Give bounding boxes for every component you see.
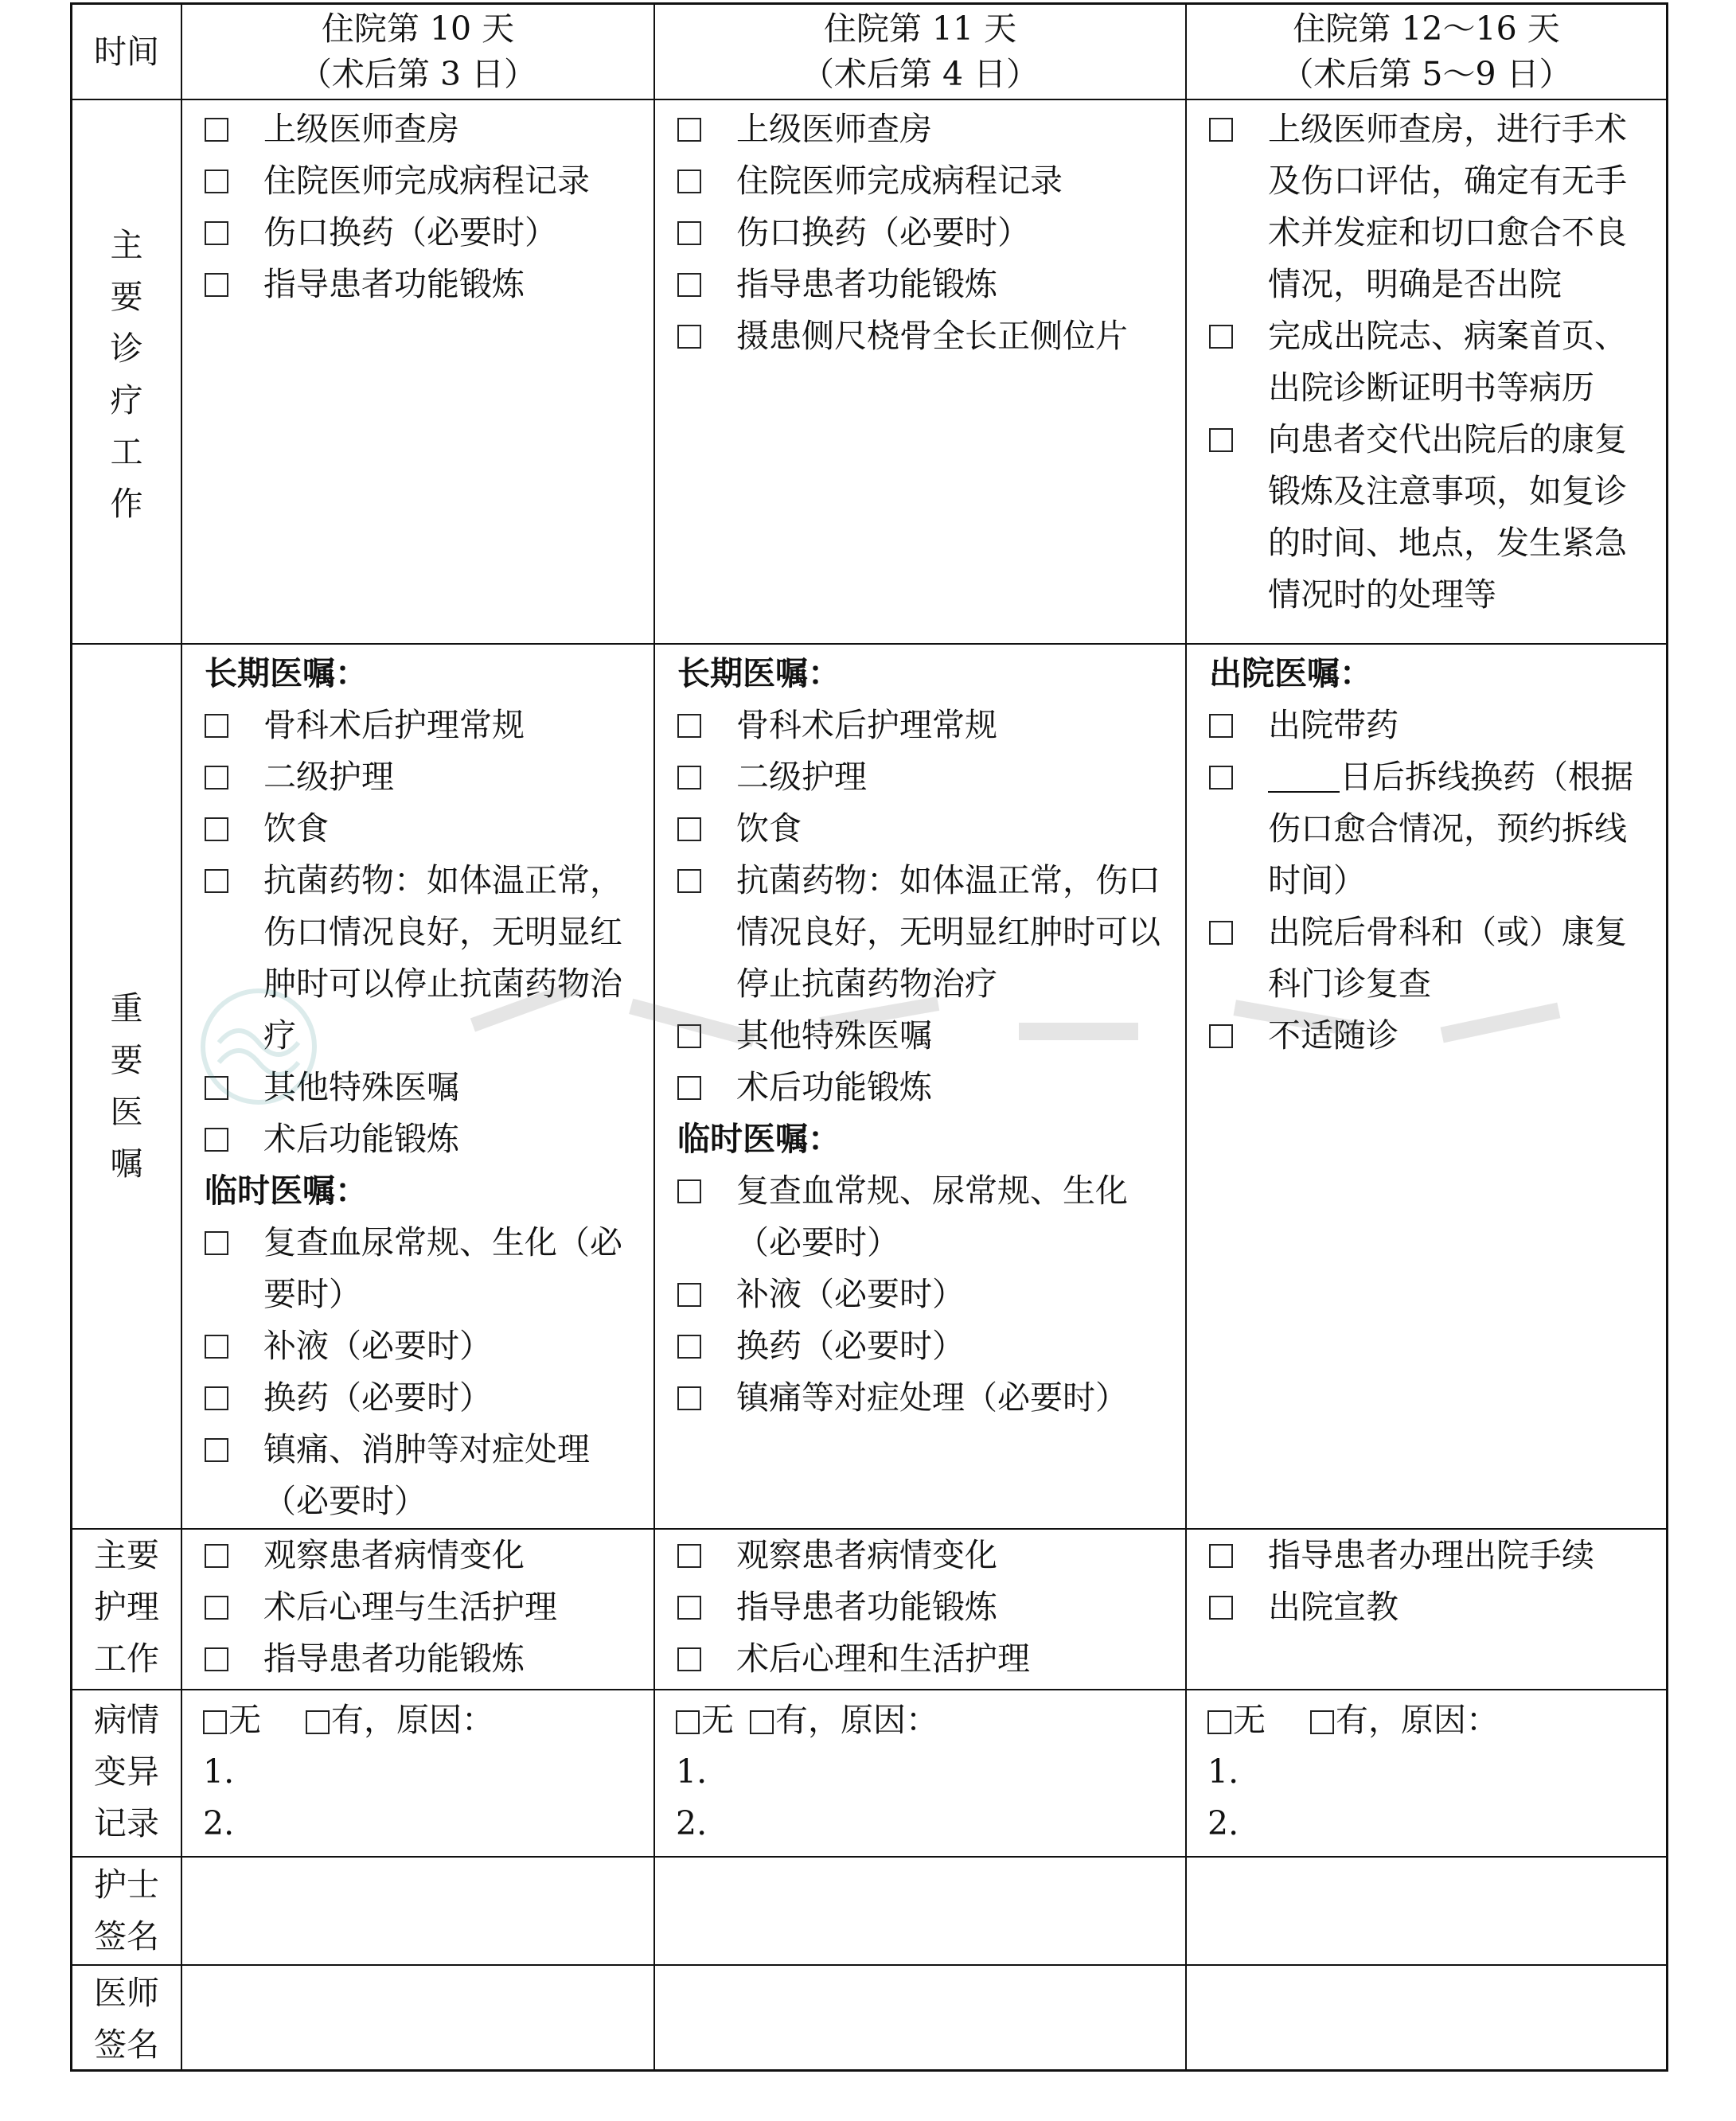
checklist-item[interactable] <box>205 1633 641 1685</box>
item-text: 镇痛等对症处理（必要时） <box>736 1378 1128 1417</box>
checklist-item[interactable] <box>677 1165 1172 1269</box>
long-term-orders-title: 长期医嘱： <box>205 654 368 692</box>
checklist-item[interactable] <box>677 259 1172 310</box>
temporary-orders-title: 临时医嘱： <box>205 1172 368 1210</box>
variation-col3 <box>1187 1690 1666 1858</box>
item-text: 出院宣教 <box>1268 1588 1399 1626</box>
checklist-item[interactable] <box>205 1424 641 1527</box>
item-text: 上级医师查房 <box>736 110 932 148</box>
label-char: 主 <box>110 226 143 264</box>
label-char: 医 <box>110 1093 143 1131</box>
header-col1-line2: （术后第 3 日） <box>298 55 537 93</box>
row-label-orders <box>72 645 182 1530</box>
reason-line-2[interactable]: 2. <box>1207 1804 1239 1842</box>
item-text: 复查血常规、尿常规、生化（必要时） <box>736 1172 1128 1261</box>
item-text: 其他特殊医嘱 <box>736 1016 932 1055</box>
item-text: 复查血尿常规、生化（必要时） <box>263 1223 622 1313</box>
checkbox[interactable] <box>1209 310 1268 362</box>
option-has-label: 有，原因： <box>1336 1701 1499 1739</box>
option-has-label: 有，原因： <box>331 1701 494 1739</box>
checkbox[interactable] <box>1209 103 1268 155</box>
long-term-orders-title: 长期医嘱： <box>677 654 841 692</box>
checkbox[interactable] <box>677 700 736 751</box>
label-line: 护士 <box>94 1866 159 1904</box>
row-label-nurse-sign <box>72 1858 182 1966</box>
checkbox[interactable] <box>677 1165 736 1217</box>
checklist-item[interactable] <box>1209 1010 1653 1062</box>
label-line: 签名 <box>94 2025 159 2064</box>
checklist-item[interactable] <box>205 1581 641 1633</box>
item-text: 补液（必要时） <box>736 1275 965 1313</box>
checklist-item[interactable] <box>205 259 641 310</box>
checklist-item[interactable] <box>677 1269 1172 1320</box>
checkbox[interactable] <box>677 1372 736 1424</box>
item-text: 骨科术后护理常规 <box>263 706 525 744</box>
item-text: 伤口换药（必要时） <box>263 213 557 251</box>
item-text: 换药（必要时） <box>263 1378 492 1417</box>
checkbox[interactable] <box>677 751 736 803</box>
label-char: 作 <box>110 485 143 523</box>
checkbox[interactable] <box>205 1424 263 1476</box>
label-char: 要 <box>110 278 143 316</box>
item-text: 二级护理 <box>263 758 394 796</box>
checklist-item[interactable] <box>1209 906 1653 1010</box>
checkbox[interactable] <box>677 310 736 362</box>
item-text: 镇痛、消肿等对症处理（必要时） <box>263 1430 590 1520</box>
reason-line-1[interactable]: 1. <box>676 1753 708 1791</box>
item-text: 指导患者功能锻炼 <box>736 1588 997 1626</box>
item-text: 住院医师完成病程记录 <box>736 162 1063 200</box>
item-text: 术后功能锻炼 <box>736 1068 932 1106</box>
item-text-suffix: 日后拆线换药（根据伤口愈合情况，预约拆线时间） <box>1268 758 1633 899</box>
variation-options <box>1207 1694 1653 1746</box>
label-char: 要 <box>110 1041 143 1079</box>
header-col1 <box>182 5 655 100</box>
item-text: 术后功能锻炼 <box>263 1120 459 1158</box>
checklist-item[interactable] <box>205 700 641 751</box>
header-col1-line1: 住院第 10 天 <box>321 10 515 48</box>
item-text: 完成出院志、病案首页、出院诊断证明书等病历 <box>1268 317 1627 407</box>
pathway-table <box>70 2 1668 2072</box>
reason-line-2[interactable]: 2. <box>676 1804 708 1842</box>
item-text <box>1268 751 1653 906</box>
checklist-item[interactable] <box>677 155 1172 207</box>
checklist-item[interactable] <box>205 155 641 207</box>
item-text: 出院后骨科和（或）康复科门诊复查 <box>1268 913 1627 1003</box>
checkbox[interactable] <box>205 1320 263 1372</box>
item-text: 上级医师查房，进行手术及伤口评估，确定有无手术并发症和切口愈合不良情况，明确是否出院 <box>1268 110 1627 303</box>
checklist-item[interactable] <box>677 1581 1172 1633</box>
label-line: 护理 <box>94 1588 159 1626</box>
item-text: 观察患者病情变化 <box>736 1536 997 1574</box>
checklist-item[interactable] <box>677 1320 1172 1372</box>
days-blank-field[interactable] <box>1268 759 1340 793</box>
checkbox-none[interactable] <box>676 1710 700 1734</box>
checkbox[interactable] <box>677 1633 736 1685</box>
checklist-item[interactable] <box>677 1372 1172 1424</box>
nurse-sign-col3[interactable] <box>1187 1858 1666 1966</box>
checkbox[interactable] <box>677 803 736 855</box>
reason-line-2[interactable]: 2. <box>203 1804 235 1842</box>
temporary-orders-title: 临时医嘱： <box>677 1120 841 1158</box>
nurse-sign-col2[interactable] <box>655 1858 1187 1966</box>
checkbox[interactable] <box>677 207 736 259</box>
checklist-item[interactable] <box>1209 751 1653 906</box>
option-none-label: 无 <box>1233 1701 1266 1739</box>
item-text: 上级医师查房 <box>263 110 459 148</box>
checkbox[interactable] <box>205 855 263 906</box>
header-col3-line1: 住院第 12～16 天 <box>1293 10 1560 48</box>
label-line: 记录 <box>94 1804 159 1842</box>
checkbox[interactable] <box>205 1581 263 1633</box>
checklist-item[interactable] <box>1209 1530 1653 1581</box>
checkbox[interactable] <box>1209 700 1268 751</box>
checkbox[interactable] <box>205 1633 263 1685</box>
item-text: 住院医师完成病程记录 <box>263 162 590 200</box>
doctor-sign-col1[interactable] <box>182 1966 655 2069</box>
variation-col1 <box>182 1690 655 1858</box>
label-char: 疗 <box>110 381 143 419</box>
checkbox-has[interactable] <box>750 1710 774 1734</box>
label-line: 主要 <box>94 1536 159 1574</box>
header-time-cell <box>72 5 182 100</box>
item-text: 骨科术后护理常规 <box>736 706 997 744</box>
checkbox[interactable] <box>205 103 263 155</box>
checkbox[interactable] <box>677 1062 736 1113</box>
reason-line-1[interactable]: 1. <box>203 1753 235 1791</box>
header-col2-line1: 住院第 11 天 <box>823 10 1017 48</box>
checklist-item[interactable] <box>205 1530 641 1581</box>
item-text: 指导患者功能锻炼 <box>736 265 997 303</box>
checkbox[interactable] <box>205 207 263 259</box>
label-line: 签名 <box>94 1917 159 1955</box>
label-char: 嘱 <box>110 1144 143 1183</box>
nursing-col1 <box>182 1530 655 1690</box>
checkbox-none[interactable] <box>203 1710 227 1734</box>
label-line: 医师 <box>94 1974 159 2012</box>
variation-options <box>676 1694 1172 1746</box>
checkbox[interactable] <box>677 1010 736 1062</box>
item-text: 饮食 <box>263 809 329 848</box>
item-text: 观察患者病情变化 <box>263 1536 525 1574</box>
checkbox[interactable] <box>1209 751 1268 803</box>
item-text: 不适随诊 <box>1268 1016 1399 1055</box>
variation-col2 <box>655 1690 1187 1858</box>
checkbox[interactable] <box>1209 1010 1268 1062</box>
checklist-item[interactable] <box>677 310 1172 362</box>
option-has-label: 有，原因： <box>775 1701 938 1739</box>
checkbox[interactable] <box>677 1269 736 1320</box>
header-col3-line2: （术后第 5～9 日） <box>1281 55 1572 93</box>
label-line: 变异 <box>94 1753 159 1791</box>
checklist-item[interactable] <box>1209 700 1653 751</box>
orders-col2 <box>655 645 1187 1530</box>
item-text: 其他特殊医嘱 <box>263 1068 459 1106</box>
checkbox[interactable] <box>205 259 263 310</box>
item-text: 指导患者功能锻炼 <box>263 265 525 303</box>
header-time-label: 时间 <box>94 33 159 71</box>
checkbox[interactable] <box>1209 414 1268 466</box>
item-text: 伤口换药（必要时） <box>736 213 1030 251</box>
orders-col1 <box>182 645 655 1530</box>
checklist-item[interactable] <box>677 751 1172 803</box>
checkbox[interactable] <box>205 155 263 207</box>
item-text: 摄患侧尺桡骨全长正侧位片 <box>736 317 1128 355</box>
item-text: 出院带药 <box>1268 706 1399 744</box>
checkbox[interactable] <box>205 1530 263 1581</box>
row-label-variation <box>72 1690 182 1858</box>
checkbox[interactable] <box>1209 1530 1268 1581</box>
checkbox[interactable] <box>677 155 736 207</box>
item-text: 指导患者功能锻炼 <box>263 1639 525 1678</box>
checklist-item[interactable] <box>205 1113 641 1165</box>
checklist-item[interactable] <box>205 1320 641 1372</box>
checkbox[interactable] <box>205 1217 263 1269</box>
checkbox[interactable] <box>677 259 736 310</box>
item-text: 术后心理与生活护理 <box>263 1588 557 1626</box>
checklist-item[interactable] <box>1209 310 1653 414</box>
diagnosis-col3 <box>1187 100 1666 645</box>
checkbox-has[interactable] <box>306 1710 330 1734</box>
checklist-item[interactable] <box>205 751 641 803</box>
checklist-item[interactable] <box>677 103 1172 155</box>
checkbox[interactable] <box>677 1581 736 1633</box>
row-label-diagnosis <box>72 100 182 645</box>
item-text: 补液（必要时） <box>263 1327 492 1365</box>
checkbox[interactable] <box>205 751 263 803</box>
row-label-nursing <box>72 1530 182 1690</box>
checkbox[interactable] <box>677 1530 736 1581</box>
label-char: 工 <box>110 433 143 471</box>
checkbox[interactable] <box>205 1062 263 1113</box>
doctor-sign-col2[interactable] <box>655 1966 1187 2069</box>
checkbox[interactable] <box>205 1372 263 1424</box>
label-char: 诊 <box>110 329 143 368</box>
checklist-item[interactable] <box>205 855 641 1062</box>
checkbox[interactable] <box>1209 1581 1268 1633</box>
option-none-label: 无 <box>228 1701 261 1739</box>
header-col2-line2: （术后第 4 日） <box>801 55 1040 93</box>
checkbox-has[interactable] <box>1310 1710 1334 1734</box>
item-text: 向患者交代出院后的康复锻炼及注意事项，如复诊的时间、地点，发生紧急情况时的处理等 <box>1268 420 1627 614</box>
item-text: 指导患者办理出院手续 <box>1268 1536 1594 1574</box>
diagnosis-col2 <box>655 100 1187 645</box>
checklist-item[interactable] <box>677 1010 1172 1062</box>
checkbox[interactable] <box>1209 906 1268 958</box>
checkbox[interactable] <box>677 1320 736 1372</box>
checklist-item[interactable] <box>677 803 1172 855</box>
item-text: 饮食 <box>736 809 802 848</box>
checklist-item[interactable] <box>1209 103 1653 310</box>
item-text: 换药（必要时） <box>736 1327 965 1365</box>
checklist-item[interactable] <box>205 1062 641 1113</box>
checklist-item[interactable] <box>205 1372 641 1424</box>
diagnosis-col1 <box>182 100 655 645</box>
item-text: 术后心理和生活护理 <box>736 1639 1030 1678</box>
doctor-sign-col3[interactable] <box>1187 1966 1666 2069</box>
checklist-item[interactable] <box>677 855 1172 1010</box>
variation-options <box>203 1694 641 1746</box>
reason-line-1[interactable]: 1. <box>1207 1753 1239 1791</box>
checklist-item[interactable] <box>677 1530 1172 1581</box>
checklist-item[interactable] <box>1209 1581 1653 1633</box>
orders-col3 <box>1187 645 1666 1530</box>
label-line: 工作 <box>94 1639 159 1678</box>
checklist-item[interactable] <box>205 103 641 155</box>
checklist-item[interactable] <box>677 1062 1172 1113</box>
checkbox-none[interactable] <box>1207 1710 1231 1734</box>
item-text: 二级护理 <box>736 758 867 796</box>
checklist-item[interactable] <box>677 700 1172 751</box>
nurse-sign-col1[interactable] <box>182 1858 655 1966</box>
nursing-col3 <box>1187 1530 1666 1690</box>
checkbox[interactable] <box>677 855 736 906</box>
nursing-col2 <box>655 1530 1187 1690</box>
checkbox[interactable] <box>205 803 263 855</box>
checkbox[interactable] <box>677 103 736 155</box>
header-col3 <box>1187 5 1666 100</box>
item-text: 抗菌药物：如体温正常，伤口情况良好，无明显红肿时可以停止抗菌药物治疗 <box>736 861 1161 1003</box>
header-col2 <box>655 5 1187 100</box>
label-line: 病情 <box>94 1701 159 1739</box>
checkbox[interactable] <box>205 1113 263 1165</box>
checklist-item[interactable] <box>205 1217 641 1320</box>
item-text: 抗菌药物：如体温正常，伤口情况良好，无明显红肿时可以停止抗菌药物治疗 <box>263 861 622 1055</box>
checklist-item[interactable] <box>677 1633 1172 1685</box>
checklist-item[interactable] <box>205 207 641 259</box>
checklist-item[interactable] <box>677 207 1172 259</box>
discharge-orders-title: 出院医嘱： <box>1209 654 1372 692</box>
label-char: 重 <box>110 989 143 1027</box>
checklist-item[interactable] <box>1209 414 1653 621</box>
option-none-label: 无 <box>701 1701 734 1739</box>
checkbox[interactable] <box>205 700 263 751</box>
checklist-item[interactable] <box>205 803 641 855</box>
row-label-doctor-sign <box>72 1966 182 2069</box>
